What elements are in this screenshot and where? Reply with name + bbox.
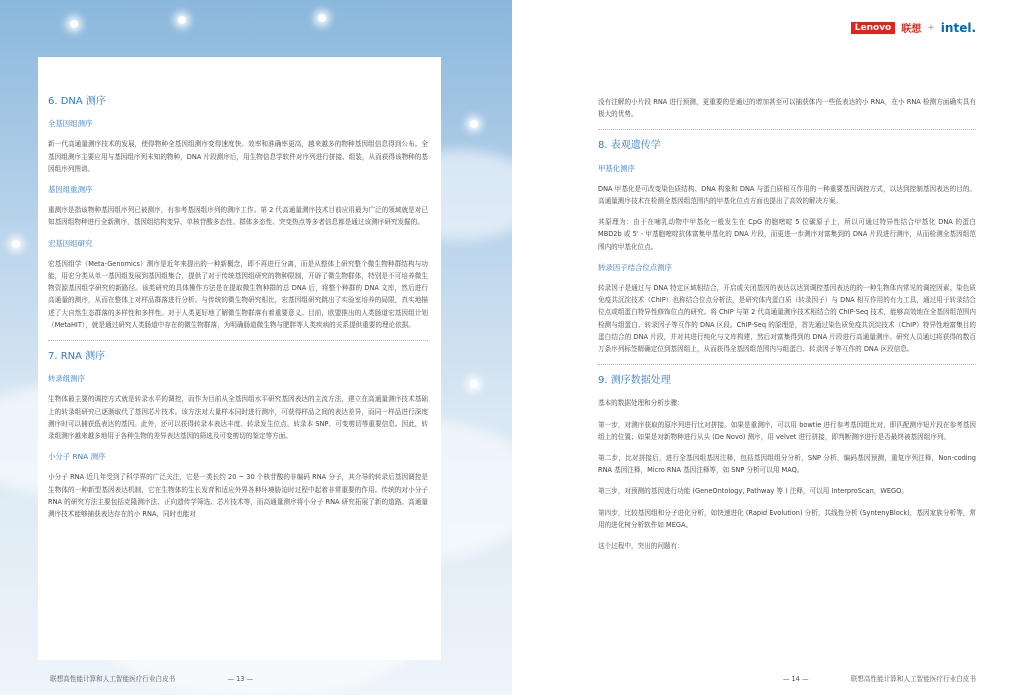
section-9-intro: 基本的数据处理和分析步骤：: [598, 399, 684, 408]
section-8-1-paragraph-1: DNA 甲基化是可改变染色质结构、DNA 构象和 DNA 与蛋白质相互作用的一种重要基因调控方式，以达到控制基因表达的目的。高通量测序技术在检测全基因组范围内的甲基化位点方面也提出了高效的解决方案。: [598, 184, 976, 206]
section-6-3-title: 宏基因组研究: [48, 238, 93, 248]
lenovo-cn-logo: 联想: [901, 24, 922, 35]
section-9-step-2: 第二步，比对拼接后，进行全基因组基因注释，包括基因组组分分析，SNP 分析，编码基因预测，重复序列注释，Non-coding RNA 基因注释，Micro RNA 基因注释等，如 SNP 分析可以用 MAQ。: [598, 454, 976, 475]
section-7-1-paragraph: 生物体最主要的调控方式就是转录水平的调控，而作为目前从全基因组水平研究基因表达的主流方法，建立在高通量测序技术基础上的转录组研究已逐渐取代了基因芯片技术。该方法对大量样本同时进行测序，可获得样品之间的表达差异，而同一样品进行深度测序时可以捕获低表达的基因。此外，还可以获得转录本表达丰度、转录发生位点、转录本 SNP、可变剪切等重要信息。因此，转录组测序越来越多地用于各种生物的差异表达基因的筛选及可变剪切的鉴定等方面。: [48, 395, 428, 441]
left-page-number: — 13 —: [227, 675, 254, 683]
section-9-step-1: 第一步，对测序获取的原序列进行比对拼接。如果是重测序，可以用 bowtie 进行参考基因组比对，即匹配测序短片段在参考基因组上的位置；如果是对新物种进行从头 (De Novo) 测序，用 velvet 进行拼接，即判断测序进行是否最终被基因组序列。: [598, 420, 976, 441]
section-8-2-paragraph: 转录因子是通过与 DNA 特定区域相结合，开启或关闭基因的表达以达到调控基因表达的的一种生物体内常见的调控因素。染色质免疫共沉淀技术（ChIP）也称结合位点分析法，是研究体内蛋白质（转录因子）与 DNA 相互作用的有力工具，通过用于转录结合位点或组蛋白特异性修饰位点的研究。将 ChIP 与第 2 代高通量测序技术相结合的 ChIP-Seq 技术，能够高效地在全基因组范围内检测与组蛋白、转录因子等互作的 DNA 区段。ChIP-Seq 的原理是，首先通过染色质免疫共沉淀技术（ChIP）特异性地富集目的蛋白结合的 DNA 片段，并对其进行纯化与文库构建，然后对富集得到的 DNA 片段进行高通量测序。研究人员通过将获得的数百万条序列标签精确定位到基因组上，从而获得全基因组范围内与组蛋白、转录因子等互作的 DNA 区段信息。: [598, 284, 976, 354]
intel-logo: intel.: [940, 20, 976, 35]
network-node-icon: [318, 14, 326, 22]
network-node-icon: [470, 120, 478, 128]
section-7-2-title: 小分子 RNA 测序: [48, 452, 106, 462]
left-page-column: [48, 96, 428, 529]
section-6-1-title: 全基因组测序: [48, 119, 93, 129]
section-8-title: 8. 表观遗传学: [598, 140, 661, 152]
network-node-icon: [470, 380, 478, 388]
network-node-icon: [70, 20, 78, 28]
divider: [48, 340, 428, 341]
left-footer-title: 联想高性能计算和人工智能医疗行业白皮书: [50, 675, 176, 683]
section-9-step-4: 第四步，比较基因组和分子进化分析，如快速进化 (Rapid Evolution) 分析，共线性分析 (SyntenyBlock)，基因家族分析等，常用的进化树分析软件如 MEGA。: [598, 508, 976, 529]
section-7-title: 7. RNA 测序: [48, 351, 106, 363]
section-6-3-paragraph: 宏基因组学（Meta-Genomics）测序是近年来提出的一种新概念，即不再进行分离，而是从整体上研究整个微生物种群结构与功能，用宏分类从单一基因组发展到基因组集合，提供了对于传统基因组研究的物种限制，开辟了微生物群体，特别是不可培养微生物资源基因组学研究的新路径。该类研究的具体操作方法是在提取微生物种群的总 DNA 后，将整个种群的 DNA 文库，然后进行高通量的测序，从而在整体上对样品群落进行分析。与传统的微生物研究相比，宏基因组研究跳出了实验室培养的局限，真实地描述了大自然生态群落的多样性和多样性。对于人类更好地了解微生物群落有着重要意义。目前，欧盟推出的人类肠道宏基因组计划（MetaHIT），就是通过研究人类肠道中存在的微生物群落，为明确肠道微生物与肥胖等人类疾病的关系提供重要的理论依据。: [48, 259, 428, 329]
section-7-1-title: 转录组测序: [48, 374, 85, 384]
section-9-title: 9. 测序数据处理: [598, 375, 671, 387]
section-6-title: 6. DNA 测序: [48, 96, 106, 107]
right-page-number: — 14 —: [782, 675, 809, 683]
continued-paragraph: 没有注解的小片段 RNA 进行预测，更重要的是通过的增加甚至可以捕获体内一些低表达的小 RNA，在小 RNA 检测方面确实具有极大的优势。: [598, 98, 976, 119]
plus-sign: +: [927, 22, 935, 33]
right-page-column: [598, 96, 976, 561]
section-8-1-title: 甲基化测序: [598, 163, 635, 173]
section-8-2-title: 转录因子结合位点测序: [598, 262, 672, 272]
divider: [598, 364, 976, 365]
section-9-step-3: 第三步，对预测的基因进行功能 (GeneOntology, Pathway 等 ) 注释，可以用 InterproScan，WEGO。: [598, 487, 908, 496]
right-footer: [783, 673, 976, 683]
divider: [598, 129, 976, 130]
section-6-2-paragraph: 重测序是指该物种基因组序列已被测序，有参考基因组序列的测序工作。第 2 代高通量测序技术目前应用最为广泛的领域就是对已知基因组物种进行全新测序，基因组结构变异、单核苷酸多态性、群体多态性、突变热点等多者信息都是通过该测序研究发掘的。: [48, 206, 428, 227]
network-node-icon: [178, 16, 186, 24]
right-footer-title: 联想高性能计算和人工智能医疗行业白皮书: [850, 675, 976, 683]
header-logo: [851, 20, 976, 35]
section-7-2-paragraph: 小分子 RNA 近几年受到了科学界的广泛关注，它是一类长约 20 ~ 30 个核苷酸的非编码 RNA 分子，其介导的转录后基因调控是生物体的一种新型基因表达机制，它在生物体的生长发育和适应外界各种环境胁迫时过程中起着非常重要的作用。传统的对小分子 RNA 的研究方法主要包括克隆测序法、正向遗传学筛选、芯片技术等，而高通量测序将小分子 RNA 研究拓展了新的道路。高通量测序技术能够捕获表达存在的小 RNA，同时也能对: [48, 473, 428, 519]
section-8-1-paragraph-2: 其原理为：由于在哺乳动物中甲基化一般发生在 CpG 的胞嘧啶 5 位碳原子上，所以可通过特异性结合甲基化 DNA 的蛋白 MBD2b 或 5' - 甲基胞嘧啶抗体富集甲基化的 DNA 片段，而更进一步测序对富集到的 DNA 片段进行测序，从而检测全基因组范围内的甲基化位点。: [598, 218, 976, 251]
left-footer: [50, 673, 253, 683]
section-6-1-paragraph: 新一代高通量测序技术的发展，使得物种全基因组测序变得速度快、效率和准确率更高，越来越多的物种基因组信息得到公布。全基因组测序主要应用与基因组序列未知的物种，DNA 片段测序后，用生物信息学软件对序列进行拼接、组装，从而获得该物种的基因组序列图谱。: [48, 140, 428, 173]
lenovo-logo: Lenovo: [851, 22, 895, 34]
section-9-outro: 这个过程中，突出的问题有：: [598, 542, 684, 551]
section-6-2-title: 基因组重测序: [48, 185, 93, 195]
network-node-icon: [12, 240, 20, 248]
